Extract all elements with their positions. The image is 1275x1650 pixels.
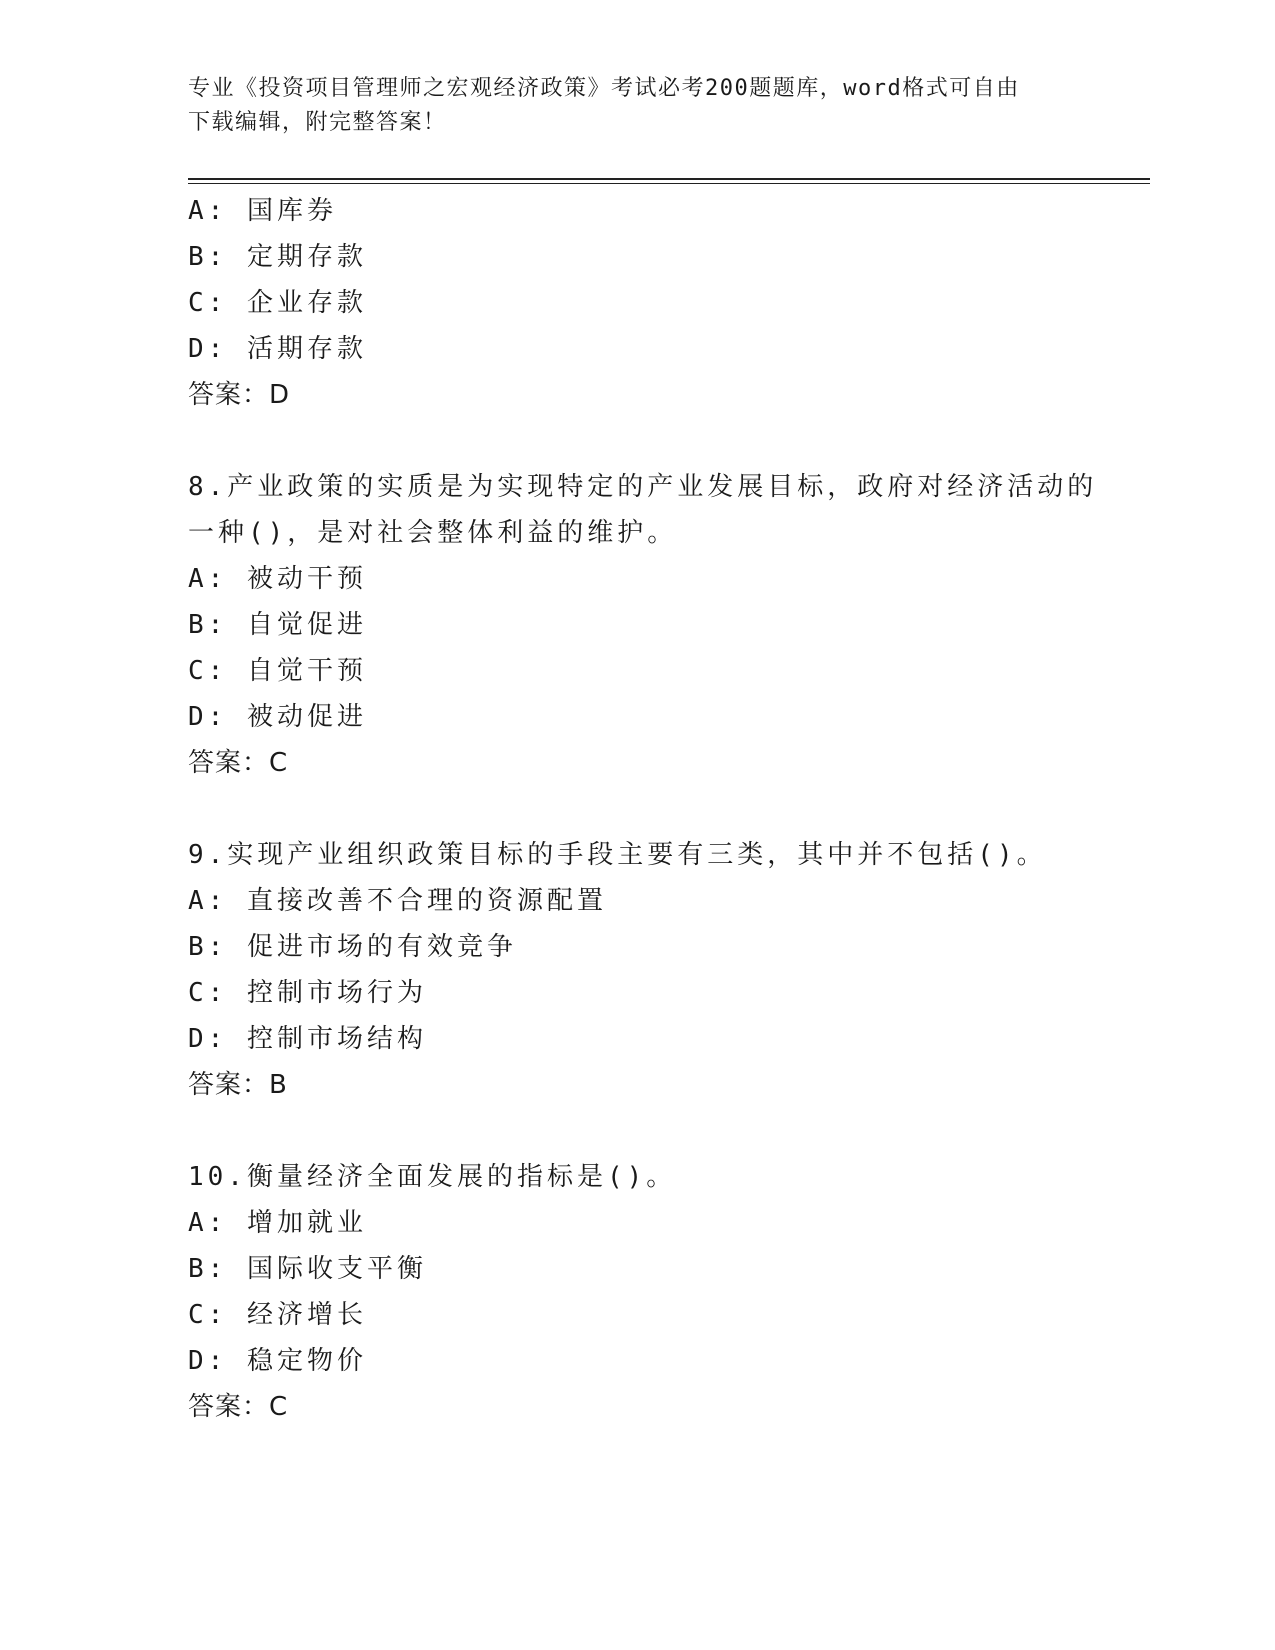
q7-option-c: C: 企业存款 (188, 288, 367, 318)
q9-option-b: B: 促进市场的有效竞争 (188, 932, 517, 962)
q8-stem-line-2: 一种()，是对社会整体利益的维护。 (188, 518, 678, 548)
q7-option-d: D: 活期存款 (188, 334, 367, 364)
q10-answer: 答案：C (188, 1392, 289, 1422)
q10-option-c: C: 经济增长 (188, 1300, 367, 1330)
header-divider-thick (188, 178, 1150, 180)
q10-option-b: B: 国际收支平衡 (188, 1254, 427, 1284)
q8-stem-line-1: 8.产业政策的实质是为实现特定的产业发展目标，政府对经济活动的 (188, 472, 1098, 502)
q7-option-b: B: 定期存款 (188, 242, 367, 272)
q10-option-a: A: 增加就业 (188, 1208, 367, 1238)
spacer (188, 1108, 1088, 1154)
q9-stem-line-1: 9.实现产业组织政策目标的手段主要有三类，其中并不包括()。 (188, 840, 1047, 870)
q8-option-c: C: 自觉干预 (188, 656, 367, 686)
q10-stem-line-1: 10.衡量经济全面发展的指标是()。 (188, 1162, 677, 1192)
header-divider-thin (188, 183, 1150, 184)
header-line-2: 下载编辑，附完整答案！ (188, 110, 447, 135)
q7-option-a: A: 国库券 (188, 196, 337, 226)
q9-option-d: D: 控制市场结构 (188, 1024, 427, 1054)
q8-option-a: A: 被动干预 (188, 564, 367, 594)
question-10-block (188, 1154, 1088, 1430)
q8-answer: 答案：C (188, 748, 289, 778)
question-8-block (188, 464, 1098, 786)
q8-option-d: D: 被动促进 (188, 702, 367, 732)
question-list (188, 188, 1098, 1430)
q7-answer: 答案：D (188, 380, 291, 410)
header-line-1: 专业《投资项目管理师之宏观经济政策》考试必考200题题库，word格式可自由 (188, 76, 1020, 101)
question-7-block (188, 188, 1088, 418)
q9-answer: 答案：B (188, 1070, 288, 1100)
q9-option-a: A: 直接改善不合理的资源配置 (188, 886, 607, 916)
spacer (188, 786, 1088, 832)
question-9-block (188, 832, 1088, 1108)
q8-option-b: B: 自觉促进 (188, 610, 367, 640)
q10-option-d: D: 稳定物价 (188, 1346, 367, 1376)
q9-option-c: C: 控制市场行为 (188, 978, 427, 1008)
document-header (188, 72, 1088, 140)
spacer (188, 418, 1088, 464)
